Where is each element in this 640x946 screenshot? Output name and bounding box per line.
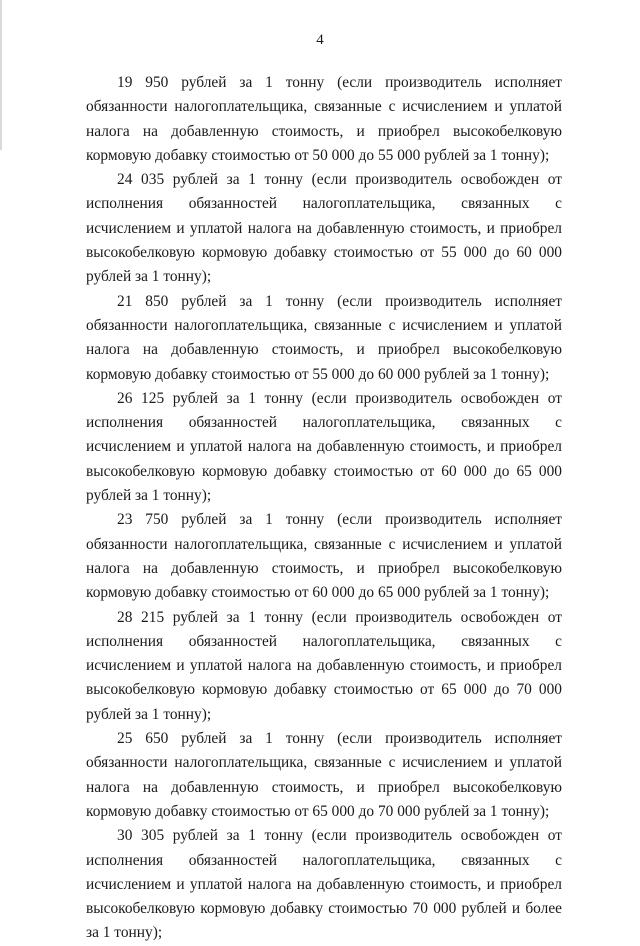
page-number: 4 [316, 32, 324, 48]
paragraph: 26 125 рублей за 1 тонну (если производитель освобожден от исполнения обязанностей налогоплательщика, связанных с исчислением и уплатой налога на добавленную стоимость, и приобрел высокобелковую кормовую добавку стоимостью от 60 000 до 65 000 рублей за 1 тонну); [86, 389, 562, 505]
scan-edge-mark [0, 0, 2, 150]
paragraph: 23 750 рублей за 1 тонну (если производитель исполняет обязанности налогоплательщика, связанные с исчислением и уплатой налога на добавленную стоимость, и приобрел высокобелковую кормовую добавку стоимостью от 60 000 до 65 000 рублей за 1 тонну); [86, 511, 562, 602]
document-body [86, 71, 562, 946]
paragraph: 24 035 рублей за 1 тонну (если производитель освобожден от исполнения обязанностей налогоплательщика, связанных с исчислением и уплатой налога на добавленную стоимость, и приобрел высокобелковую кормовую добавку стоимостью от 55 000 до 60 000 рублей за 1 тонну); [86, 171, 562, 286]
paragraph: 28 215 рублей за 1 тонну (если производитель освобожден от исполнения обязанностей налогоплательщика, связанных с исчислением и уплатой налога на добавленную стоимость, и приобрел высокобелковую кормовую добавку стоимостью от 65 000 до 70 000 рублей за 1 тонну); [86, 608, 562, 723]
paragraph: 21 850 рублей за 1 тонну (если производитель исполняет обязанности налогоплательщика, связанные с исчислением и уплатой налога на добавленную стоимость, и приобрел высокобелковую кормовую добавку стоимостью от 55 000 до 60 000 рублей за 1 тонну); [86, 292, 562, 383]
paragraph: 25 650 рублей за 1 тонну (если производитель исполняет обязанности налогоплательщика, связанные с исчислением и уплатой налога на добавленную стоимость, и приобрел высокобелковую кормовую добавку стоимостью от 65 000 до 70 000 рублей за 1 тонну); [86, 730, 562, 820]
paragraph: 19 950 рублей за 1 тонну (если производитель исполняет обязанности налогоплательщика, связанные с исчислением и уплатой налога на добавленную стоимость, и приобрел высокобелковую кормовую добавку стоимостью от 50 000 до 55 000 рублей за 1 тонну); [86, 74, 562, 164]
paragraph: 30 305 рублей за 1 тонну (если производитель освобожден от исполнения обязанностей налогоплательщика, связанных с исчислением и уплатой налога на добавленную стоимость, и приобрел высокобелковую кормовую добавку стоимостью 70 000 рублей и более за 1 тонну); [86, 827, 562, 942]
